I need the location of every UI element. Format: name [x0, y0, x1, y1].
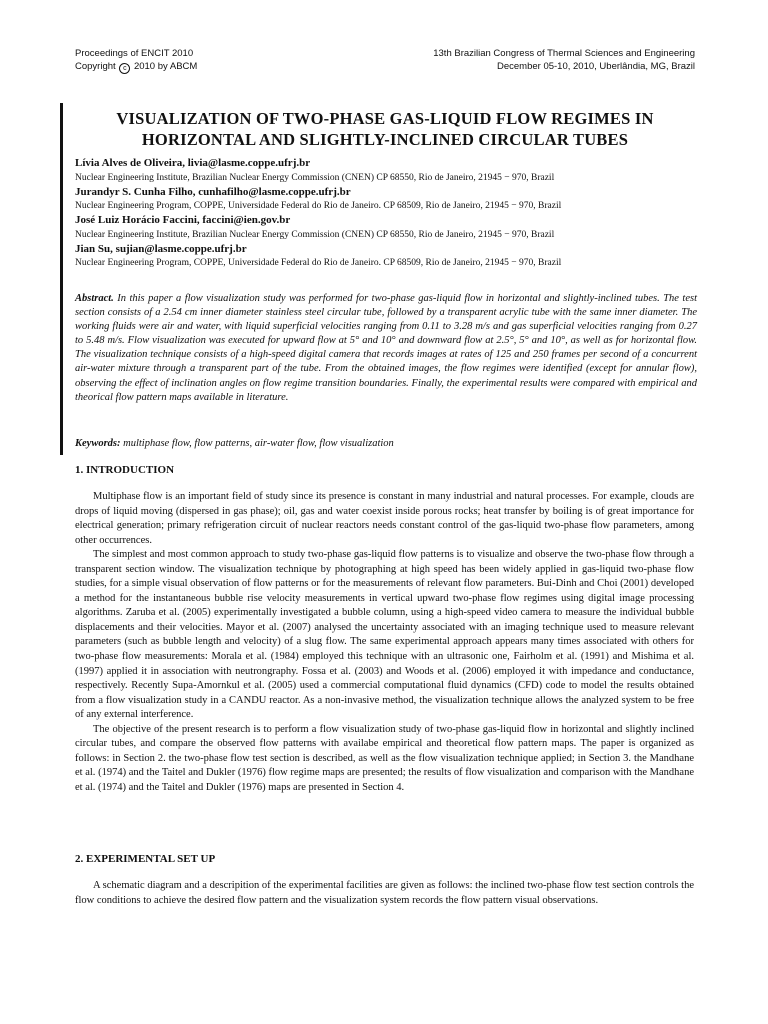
experimental-setup-body — [75, 879, 694, 908]
keywords — [75, 437, 697, 451]
keywords-label: Keywords: — [75, 438, 121, 449]
header-proceedings: Proceedings of ENCIT 2010 — [75, 48, 194, 59]
title-line-1: VISUALIZATION OF TWO-PHASE GAS-LIQUID FLOW REGIMES IN — [116, 109, 654, 128]
running-header-right — [433, 47, 695, 73]
abstract-text: In this paper a flow visualization study was performed for two-phase gas-liquid flow in horizontal and slightly-inclined tubes. The test section consists of a 2.54 cm inner diameter stainless steel circular tube, followed by a transparent acrylic tube with the same inner diameter. The working fluids were air and water, with liquid superficial velocities ranging from 0.11 to 3.28 m/s and gas superficial velocities ranging from 0.27 to 5.48 m/s. Flow visualization was executed for upward flow at 5° and 10° and downward flow at 2.5°, 5° and 10°, as well as for horizontal flow. The visualization technique consists of a high-speed digital camera that records images at rates of 125 and 250 frames per second of a concurrent air-water mixture through a transparent part of the tube. From the obtained images, the flow regimes were identified (except for annular flow), observing the effect of inclination angles on flow regime transition boundaries. Finally, the experimental results were compared with empirical and theorical flow pattern maps available in literature. — [75, 293, 698, 403]
title-line-2: HORIZONTAL AND SLIGHTLY-INCLINED CIRCULAR TUBES — [141, 130, 629, 149]
paragraph: Multiphase flow is an important field of study since its presence is constant in many industrial and natural processes. For example, clouds are drops of liquid moving (dispersed in gas phase); oil, gas and water coexist inside porous rocks; heat transfer by boiling is of great importance for electrical generation; primary refrigeration circuit of nuclear reactors needs constant control of the gas-liquid two-phase flow parameters, among other occurrences. — [75, 491, 694, 546]
section-heading-experimental-setup: 2. EXPERIMENTAL SET UP — [75, 853, 216, 865]
author-list — [75, 156, 695, 270]
paper-title — [72, 108, 698, 150]
author-affiliation: Nuclear Engineering Program, COPPE, Universidade Federal do Rio de Janeiro. CP 68509, Rio de Janeiro, 21945 − 970, Brazil — [75, 258, 562, 268]
author-name: José Luiz Horácio Faccini, faccini@ien.gov.br — [75, 214, 291, 226]
author-affiliation: Nuclear Engineering Institute, Brazilian Nuclear Energy Commission (CNEN) CP 68550, Rio de Janeiro, 21945 − 970, Brazil — [75, 229, 555, 240]
author-name: Jurandyr S. Cunha Filho, cunhafilho@lasme.coppe.ufrj.br — [75, 185, 351, 198]
running-header-left — [75, 47, 197, 74]
paragraph: A schematic diagram and a descripition of the experimental facilities are given as follows: the inclined two-phase flow test section controls the flow conditions to achieve the desired flow pattern and the visualization system records the flow pattern visual observations. — [75, 880, 694, 906]
author-affiliation: Nuclear Engineering Program, COPPE, Universidade Federal do Rio de Janeiro. CP 68509, Rio de Janeiro, 21945 − 970, Brazil — [75, 201, 562, 211]
header-congress: 13th Brazilian Congress of Thermal Sciences and Engineering — [433, 48, 695, 59]
introduction-body — [75, 490, 694, 795]
paragraph: The objective of the present research is to perform a flow visualization study of two-phase gas-liquid flow in horizontal and slightly inclined circular tubes, and compare the observed flow patterns with availabe empirical and theoretical flow pattern maps. The paper is organized as follows: in Section 2. the two-phase flow test section is described, as well as the flow visualization technique applied; in Section 3. the Mandhane et al. (1974) and the Taitel and Dukler (1976) flow regime maps are presented; the results of flow visualization and comparison with the Mandhane et al. (1974) and the Taitel and Dukler (1976) maps are presented in Section 4. — [75, 723, 694, 793]
author-name: Jian Su, sujian@lasme.coppe.ufrj.br — [75, 242, 247, 255]
author-affiliation: Nuclear Engineering Institute, Brazilian Nuclear Energy Commission (CNEN) CP 68550, Rio de Janeiro, 21945 − 970, Brazil — [75, 172, 555, 183]
section-heading-introduction: 1. INTRODUCTION — [75, 464, 175, 476]
margin-change-bar — [60, 103, 63, 455]
header-copyright: Copyright c 2010 by ABCM — [75, 61, 198, 72]
keywords-text: multiphase flow, flow patterns, air-water flow, flow visualization — [123, 438, 394, 449]
header-dates: December 05-10, 2010, Uberlândia, MG, Brazil — [496, 61, 695, 72]
copyright-icon: c — [119, 63, 130, 74]
author-name: Lívia Alves de Oliveira, livia@lasme.coppe.ufrj.br — [75, 157, 311, 169]
abstract-label: Abstract. — [75, 293, 114, 304]
paragraph: The simplest and most common approach to study two-phase gas-liquid flow patterns is to visualize and observe the two-phase flow through a transparent section window. The visualization technique by photographing at high speed has been widely applied in gas-liquid two-phase flow studies, for a simple visual observation of flow patterns or for the measurements of relevant flow parameters. Bui-Dinh and Choi (2001) developed a method for the instantaneous bubble rise velocity measurements in vertical upward two-phase flow regimes using digital image processing algorithms. Zaruba et al. (2005) experimentally investigated a bubble column, using a high-speed video camera to measure the individual bubble displacements and their velocities. Mayor et al. (2007) analysed the uncertainty associated with an imaging technique used to measure relevant parameters (such as bubble length and velocity) of a slug flow. The same experimental approach appears many times associated with others for two-phase flow measurements: Morala et al. (1984) employed this technique with an ultrasonic one, Fairholm et al. (1991) and Mishima et al. (1997) applied it in association with neutrongraphy. Fossa et al. (2003) and Woods et al. (2006) employed it with impedance and conductance, respectively. Recently Supa-Amornkul et al. (2005) used a commercial computational fluid dynamics (CFD) code to model the results obtained from a flow visualization study in a CANDU reactor. As a non-invasive method, the visualization technique allows the analyzed system to be free of any external interference. — [75, 549, 694, 721]
abstract — [75, 292, 697, 405]
